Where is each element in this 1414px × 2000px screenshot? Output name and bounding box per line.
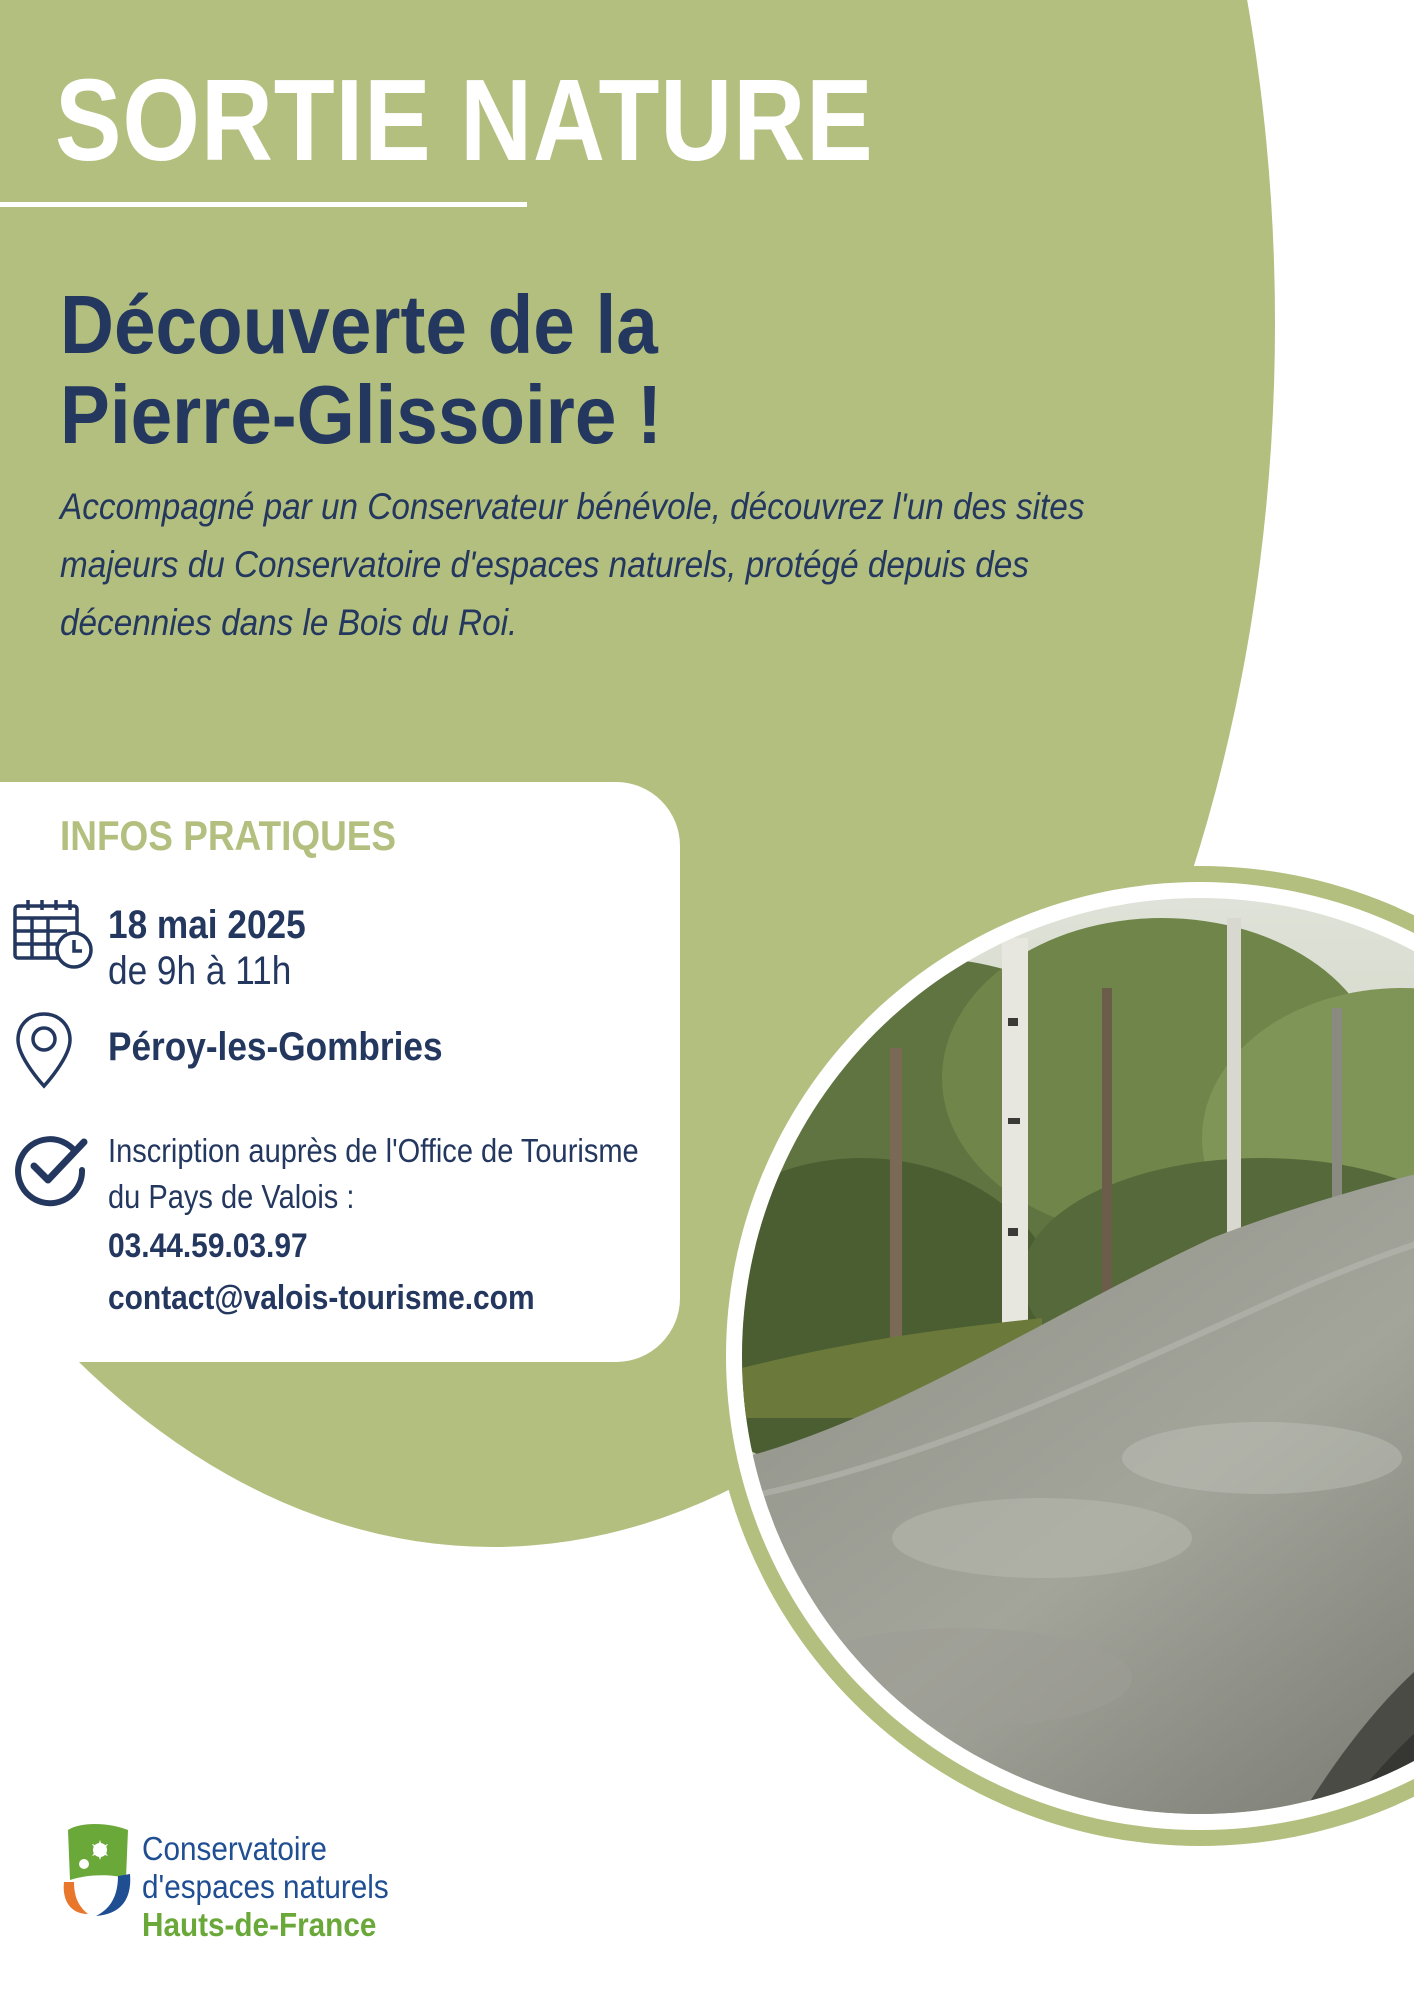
headline-line-2: Pierre-Glissoire !	[60, 368, 663, 461]
conservatoire-logo-text	[142, 1830, 389, 1944]
headline-line-1: Découverte de la	[60, 278, 658, 371]
registration-line-2: du Pays de Valois :	[108, 1178, 355, 1215]
logo-line-3: Hauts-de-France	[142, 1906, 377, 1943]
event-time: de 9h à 11h	[108, 949, 292, 993]
registration-line-1: Inscription auprès de l'Office de Tourisme	[108, 1132, 639, 1169]
logo-line-2: d'espaces naturels	[142, 1868, 389, 1905]
logo-line-1: Conservatoire	[142, 1830, 327, 1867]
title-divider	[0, 202, 527, 207]
event-date: 18 mai 2025	[108, 903, 306, 947]
conservatoire-logo-icon	[60, 1822, 136, 1918]
registration-block	[108, 1128, 639, 1324]
location-pin-icon	[14, 1010, 74, 1090]
calendar-clock-icon	[12, 898, 94, 970]
event-date-block	[108, 902, 306, 994]
event-location: Péroy-les-Gombries	[108, 1025, 443, 1069]
event-headline	[60, 280, 662, 460]
event-description: Accompagné par un Conservateur bénévole, découvrez l'un des sites majeurs du Conservatoire d'espaces naturels, protégé depuis des décennies dans le Bois du Roi.	[60, 486, 1085, 643]
contact-email[interactable]: contact@valois-tourisme.com	[108, 1279, 535, 1317]
info-card-title: INFOS PRATIQUES	[60, 812, 397, 859]
contact-phone[interactable]: 03.44.59.03.97	[108, 1227, 308, 1265]
check-circle-icon	[12, 1128, 92, 1208]
page-title: SORTIE NATURE	[55, 55, 874, 185]
